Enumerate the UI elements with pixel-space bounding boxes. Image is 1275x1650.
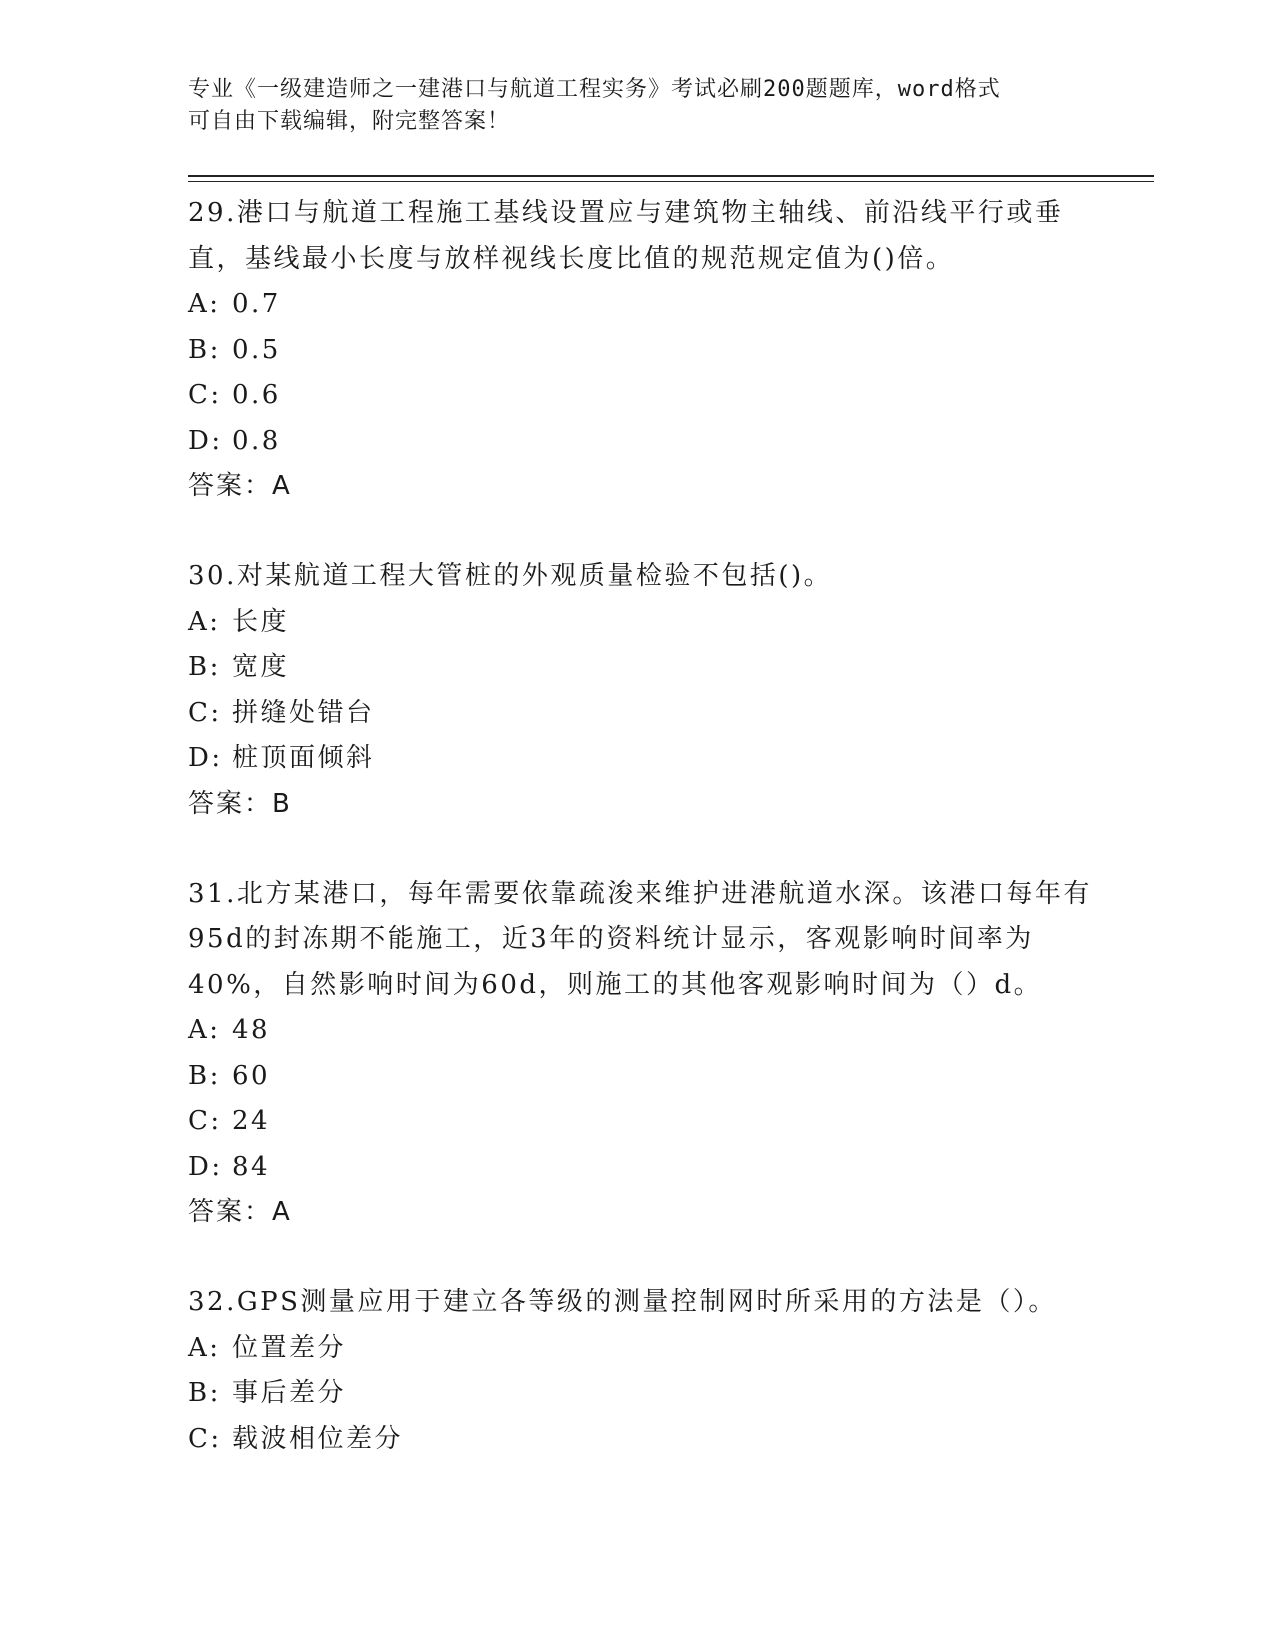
option-text: 宽度: [232, 652, 290, 682]
question-31: [188, 872, 1118, 1236]
option-text: 长度: [232, 606, 290, 637]
option-b: [188, 328, 1118, 374]
question-32: [188, 1280, 1118, 1462]
option-letter: D:: [188, 425, 223, 456]
option-letter: C:: [188, 380, 222, 410]
option-c: [188, 691, 1118, 737]
option-letter: A:: [188, 289, 221, 319]
option-text: 60: [232, 1060, 271, 1091]
option-a: [188, 282, 1118, 328]
option-letter: A:: [188, 1015, 221, 1045]
option-text: 0.7: [232, 289, 281, 319]
option-letter: B:: [188, 652, 221, 682]
option-a: [188, 1326, 1118, 1372]
header-line-1: 专业《一级建造师之一建港口与航道工程实务》考试必刷200题题库，word格式: [188, 77, 1001, 102]
option-b: [188, 1054, 1118, 1100]
question-stem: 32.GPS测量应用于建立各等级的测量控制网时所采用的方法是（）。: [188, 1287, 1057, 1317]
option-d: [188, 419, 1118, 465]
answer-line: 答案：A: [188, 1197, 292, 1227]
option-letter: C:: [188, 1106, 222, 1136]
option-text: 位置差分: [232, 1332, 347, 1363]
option-text: 事后差分: [232, 1378, 347, 1408]
question-29: [188, 191, 1118, 509]
option-c: [188, 1417, 1118, 1463]
option-a: [188, 1008, 1118, 1054]
answer-line: 答案：A: [188, 471, 292, 501]
option-text: 桩顶面倾斜: [232, 743, 375, 773]
question-stem: 31.北方某港口，每年需要依靠疏浚来维护进港航道水深。该港口每年有95d的封冻期不能施工，近3年的资料统计显示，客观影响时间率为40%，自然影响时间为60d，则施工的其他客观影响时间为（）d。: [188, 878, 1092, 1000]
document-header: [188, 74, 1078, 138]
option-text: 0.6: [232, 380, 281, 410]
option-text: 24: [232, 1106, 271, 1136]
option-letter: C:: [188, 697, 222, 728]
header-divider-thick: [188, 175, 1154, 177]
option-text: 48: [232, 1015, 271, 1045]
question-stem: 29.港口与航道工程施工基线设置应与建筑物主轴线、前沿线平行或垂直，基线最小长度与放样视线长度比值的规范规定值为()倍。: [188, 198, 1064, 274]
option-c: [188, 373, 1118, 419]
option-b: [188, 1371, 1118, 1417]
option-letter: C:: [188, 1423, 222, 1454]
option-a: [188, 600, 1118, 646]
option-d: [188, 736, 1118, 782]
option-letter: B:: [188, 334, 221, 365]
option-text: 84: [232, 1151, 271, 1182]
option-letter: A:: [188, 606, 221, 637]
option-letter: B:: [188, 1060, 221, 1091]
question-30: [188, 554, 1118, 827]
answer-line: 答案：B: [188, 788, 292, 819]
option-letter: B:: [188, 1378, 221, 1408]
option-d: [188, 1145, 1118, 1191]
option-letter: D:: [188, 1151, 223, 1182]
question-stem: 30.对某航道工程大管桩的外观质量检验不包括()。: [188, 561, 833, 591]
option-letter: A:: [188, 1332, 221, 1363]
option-b: [188, 645, 1118, 691]
question-list: [188, 191, 1118, 1507]
option-text: 载波相位差分: [232, 1423, 404, 1454]
option-text: 0.8: [232, 425, 281, 456]
option-letter: D:: [188, 743, 223, 773]
header-divider-thin: [188, 181, 1154, 182]
option-text: 拼缝处错台: [232, 697, 375, 728]
header-line-2: 可自由下载编辑，附完整答案！: [188, 109, 511, 134]
option-c: [188, 1099, 1118, 1145]
option-text: 0.5: [232, 334, 281, 365]
